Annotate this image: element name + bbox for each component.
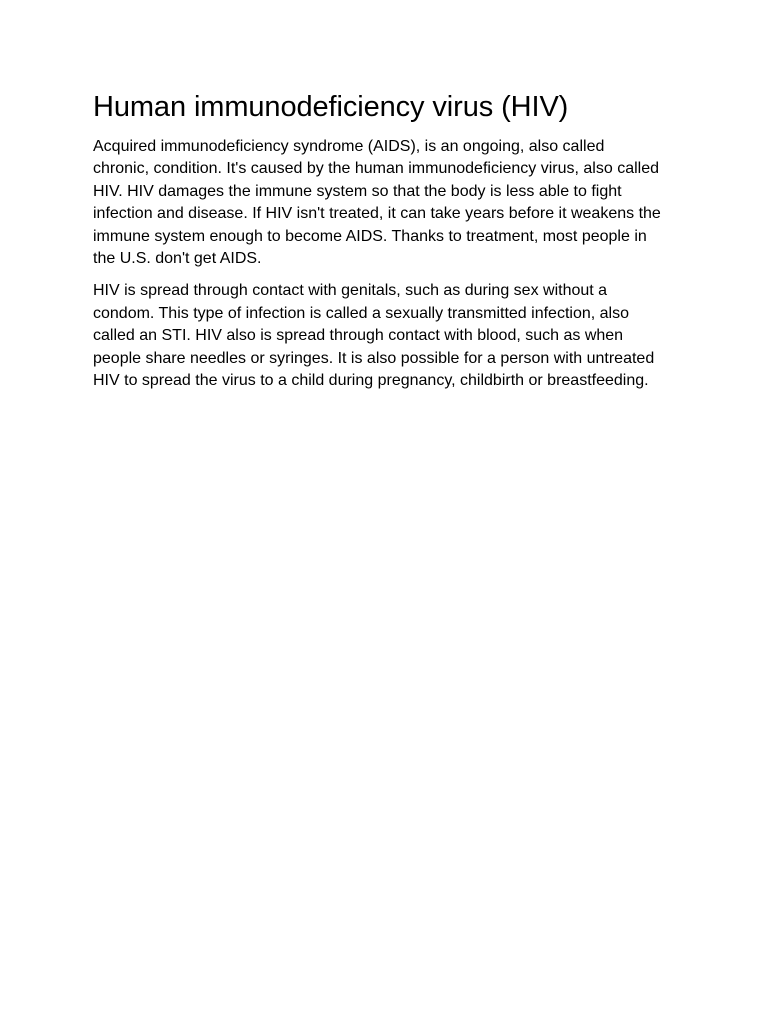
paragraph-hiv-transmission: HIV is spread through contact with genitals, such as during sex without a condom. This type of infection is called a sexually transmitted infection, also called an STI. HIV also is spread through contact with blood, such as when people share needles or syringes. It is also possible for a person with untreated HIV to spread the virus to a child during pregnancy, childbirth or breastfeeding. <box>93 282 655 390</box>
document-title: Human immunodeficiency virus (HIV) <box>93 91 569 123</box>
document-page <box>93 88 663 402</box>
paragraph-aids-overview: Acquired immunodeficiency syndrome (AIDS), is an ongoing, also called chronic, condition. It's caused by the human immunodeficiency virus, also called HIV. HIV damages the immune system so that the body is less able to fight infection and disease. If HIV isn't treated, it can take years before it weakens the immune system enough to become AIDS. Thanks to treatment, most people in the U.S. don't get AIDS. <box>93 138 661 268</box>
